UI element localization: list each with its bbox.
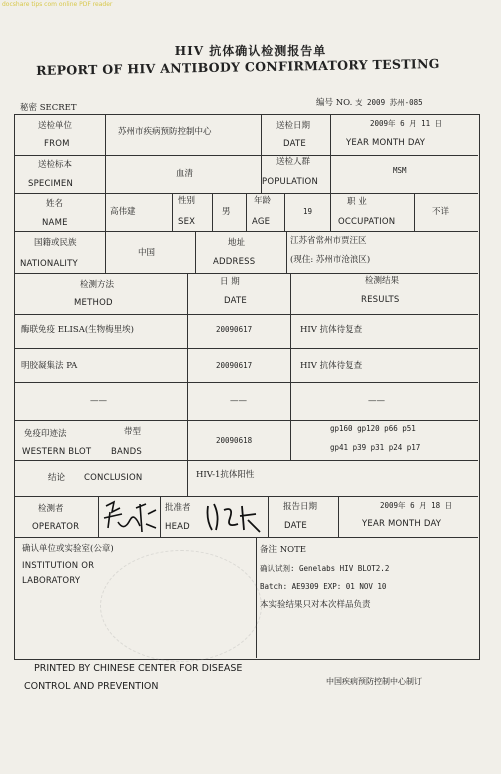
- empty-date: ——: [230, 396, 247, 406]
- method-label-en: METHOD: [74, 298, 113, 308]
- western-blot-label-en: WESTERN BLOT: [22, 447, 92, 457]
- head-label-cn: 批准者: [165, 503, 191, 513]
- method-label-cn: 检测方法: [80, 280, 115, 290]
- address-label-en: ADDRESS: [213, 257, 256, 267]
- age-label-en: AGE: [252, 217, 271, 227]
- submit-date-units: YEAR MONTH DAY: [346, 138, 426, 148]
- test-date-label-en: DATE: [224, 296, 247, 306]
- name-value: 高伟建: [110, 207, 136, 217]
- occupation-value: 不详: [432, 207, 450, 217]
- results-label-en: RESULTS: [361, 295, 400, 305]
- population-value: MSM: [393, 166, 407, 175]
- sex-label-cn: 性别: [178, 196, 196, 206]
- serial-number: [316, 96, 423, 108]
- pa-date: 20090617: [216, 361, 253, 370]
- head-signature: [204, 500, 264, 536]
- bands-label-cn: 带型: [124, 427, 142, 437]
- title-chinese: HIV 抗体确认检测报告单: [174, 44, 327, 58]
- specimen-label-en: SPECIMEN: [28, 179, 73, 189]
- serial-value: 支 2009 苏州-085: [355, 98, 423, 107]
- pa-result: HIV 抗体待复查: [300, 361, 363, 371]
- institution-label-cn: 确认单位或实验室(公章): [22, 544, 114, 554]
- nationality-label-cn: 国籍或民族: [34, 238, 77, 248]
- empty-result: ——: [368, 396, 385, 406]
- report-date-value: 2009年 6 月 18 日: [380, 501, 453, 510]
- bands-label-en: BANDS: [111, 447, 142, 457]
- submit-date-label-en: DATE: [283, 139, 306, 149]
- conclusion-label-cn: 结论: [48, 473, 66, 483]
- bands-line-1: gp160 gp120 p66 p51: [330, 424, 416, 433]
- elisa-result: HIV 抗体待复查: [300, 325, 363, 335]
- specimen-value: 血清: [176, 169, 194, 179]
- western-blot-label-cn: 免疫印迹法: [24, 429, 67, 439]
- head-label-en: HEAD: [165, 522, 190, 532]
- test-date-label-cn: 日 期: [220, 277, 240, 287]
- address-label-cn: 地址: [228, 238, 246, 248]
- population-label-cn: 送检人群: [276, 157, 311, 167]
- address-line-1: 江苏省常州市贾汪区: [290, 236, 367, 246]
- report-date-units: YEAR MONTH DAY: [362, 519, 442, 529]
- from-label-cn: 送检单位: [38, 121, 73, 131]
- secret-label: 秘密 SECRET: [20, 103, 77, 113]
- watermark: docshare tips com online PDF reader: [2, 1, 113, 8]
- nationality-value: 中国: [138, 248, 156, 258]
- occupation-label-cn: 职 业: [347, 197, 367, 207]
- title-english: REPORT OF HIV ANTIBODY CONFIRMATORY TESTING: [36, 55, 440, 78]
- footer-chinese: 中国疾病预防控制中心制订: [326, 677, 422, 686]
- population-label-en: POPULATION: [262, 177, 318, 187]
- occupation-label-en: OCCUPATION: [338, 217, 396, 227]
- age-value: 19: [303, 207, 313, 216]
- address-line-2: (现住: 苏州市沧浪区): [290, 255, 371, 265]
- operator-label-cn: 检测者: [38, 504, 64, 514]
- footer-printed-by: PRINTED BY CHINESE CENTER FOR DISEASE: [34, 663, 243, 674]
- faint-stamp: [100, 550, 262, 662]
- operator-signature: [100, 498, 158, 536]
- note-line-1: 确认试剂: Genelabs HIV BLOT2.2: [260, 564, 390, 573]
- note-label: 备注 NOTE: [260, 545, 306, 555]
- western-blot-date: 20090618: [216, 436, 253, 445]
- note-line-3: 本实验结果只对本次样品负责: [260, 600, 371, 610]
- conclusion-label-en: CONCLUSION: [84, 473, 143, 483]
- sex-value: 男: [222, 207, 231, 217]
- specimen-label-cn: 送检标本: [38, 160, 73, 170]
- serial-label: 编号 NO.: [316, 98, 353, 108]
- name-label-en: NAME: [42, 218, 68, 228]
- footer-organization: CONTROL AND PREVENTION: [24, 681, 159, 692]
- empty-method: ——: [90, 396, 107, 406]
- note-line-2: Batch: AE9309 EXP: 01 NOV 10: [260, 582, 387, 591]
- report-date-label-en: DATE: [284, 521, 307, 531]
- pa-method: 明胶凝集法 PA: [21, 361, 78, 371]
- report-date-label-cn: 报告日期: [283, 502, 318, 512]
- nationality-label-en: NATIONALITY: [20, 259, 78, 269]
- institution-label-en-2: LABORATORY: [22, 576, 81, 586]
- bands-line-2: gp41 p39 p31 p24 p17: [330, 443, 421, 452]
- conclusion-value: HIV-1抗体阳性: [196, 470, 255, 480]
- submit-date-label-cn: 送检日期: [276, 121, 311, 131]
- institution-label-en-1: INSTITUTION OR: [22, 561, 95, 571]
- elisa-date: 20090617: [216, 325, 253, 334]
- age-label-cn: 年龄: [254, 196, 272, 206]
- sex-label-en: SEX: [178, 217, 196, 227]
- name-label-cn: 姓名: [46, 199, 64, 209]
- submit-date-value: 2009年 6 月 11 日: [370, 119, 443, 128]
- from-value: 苏州市疾病预防控制中心: [118, 127, 212, 137]
- from-label-en: FROM: [44, 139, 70, 149]
- elisa-method: 酶联免疫 ELISA(生物梅里埃): [21, 325, 135, 335]
- results-label-cn: 检测结果: [365, 276, 400, 286]
- operator-label-en: OPERATOR: [32, 522, 80, 532]
